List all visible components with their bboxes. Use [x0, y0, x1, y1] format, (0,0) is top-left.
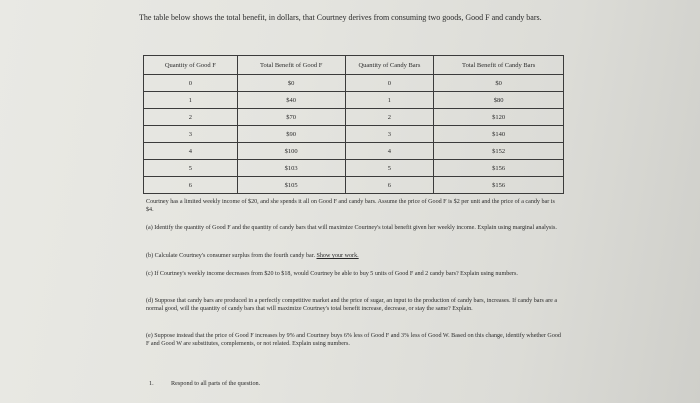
table-cell: 5	[345, 160, 434, 177]
question-instruction: Respond to all parts of the question.	[171, 380, 261, 387]
table-cell: 6	[345, 177, 434, 194]
table-row	[144, 160, 564, 177]
table-cell: 1	[345, 92, 434, 109]
header-benefit-candy: Total Benefit of Candy Bars	[434, 56, 564, 75]
table-cell: $152	[434, 143, 564, 160]
table-header-row	[144, 56, 564, 75]
table-cell: $40	[237, 92, 345, 109]
table-row	[144, 143, 564, 160]
part-d-text: (d) Suppose that candy bars are produced in a perfectly competitive market and the price of sugar, an input to the production of candy bars, increases. If candy bars are a normal good, will the quantity of candy bars that will maximize Courtney's total benefit increase, decrease, or stay the same? Explain.	[146, 298, 558, 312]
table-cell: 1	[144, 92, 238, 109]
table-cell: $120	[434, 109, 564, 126]
table-cell: 2	[144, 109, 238, 126]
part-b-text	[146, 252, 561, 260]
table-cell: 4	[144, 143, 238, 160]
header-quantity-candy: Quantity of Candy Bars	[345, 56, 434, 75]
table-cell: $140	[434, 126, 564, 143]
intro-text: The table below shows the total benefit, in dollars, that Courtney derives from consuming two goods, Good F and candy bars.	[139, 13, 542, 22]
benefit-table	[143, 55, 564, 194]
part-b-prompt: (b) Calculate Courtney's consumer surplus from the fourth candy bar.	[146, 253, 317, 259]
question-line	[149, 380, 260, 387]
table-row	[144, 109, 564, 126]
table-cell: 3	[144, 126, 238, 143]
part-b-show-work: Show your work.	[316, 253, 359, 259]
table-cell: $100	[237, 143, 345, 160]
table-cell: $105	[237, 177, 345, 194]
part-c-text: (c) If Courtney's weekly income decreases from $20 to $18, would Courtney be able to buy 5 units of Good F and 2 candy bars? Explain using numbers.	[146, 271, 518, 277]
table-cell: $90	[237, 126, 345, 143]
header-quantity-good-f: Quantity of Good F	[144, 56, 238, 75]
table-row	[144, 126, 564, 143]
table-cell: $156	[434, 160, 564, 177]
table-cell: 4	[345, 143, 434, 160]
table-cell: $0	[237, 75, 345, 92]
table-cell: $80	[434, 92, 564, 109]
table-cell: $156	[434, 177, 564, 194]
table-cell: 0	[345, 75, 434, 92]
header-benefit-good-f: Total Benefit of Good F	[237, 56, 345, 75]
table-cell: 0	[144, 75, 238, 92]
table-row	[144, 75, 564, 92]
table-row	[144, 177, 564, 194]
table-cell: $70	[237, 109, 345, 126]
table-cell: 3	[345, 126, 434, 143]
part-e-text: (e) Suppose instead that the price of Good F increases by 9% and Courtney buys 6% less of Good F and 3% less of Good W. Based on this change, identify whether Good F and Good W are substitutes, complements, or not related. Explain using numbers.	[146, 333, 561, 347]
table-cell: 6	[144, 177, 238, 194]
table-cell: 5	[144, 160, 238, 177]
question-number: 1.	[149, 380, 154, 387]
part-a-text: (a) Identify the quantity of Good F and the quantity of candy bars that will maximize Courtney's total benefit given her weekly income. Explain using marginal analysis.	[146, 225, 557, 231]
setup-text: Courtney has a limited weekly income of $20, and she spends it all on Good F and candy bars. Assume the price of Good F is $2 per unit and the price of a candy bar is $4.	[146, 199, 555, 213]
table-row	[144, 92, 564, 109]
table-cell: $103	[237, 160, 345, 177]
table-cell: 2	[345, 109, 434, 126]
table-cell: $0	[434, 75, 564, 92]
